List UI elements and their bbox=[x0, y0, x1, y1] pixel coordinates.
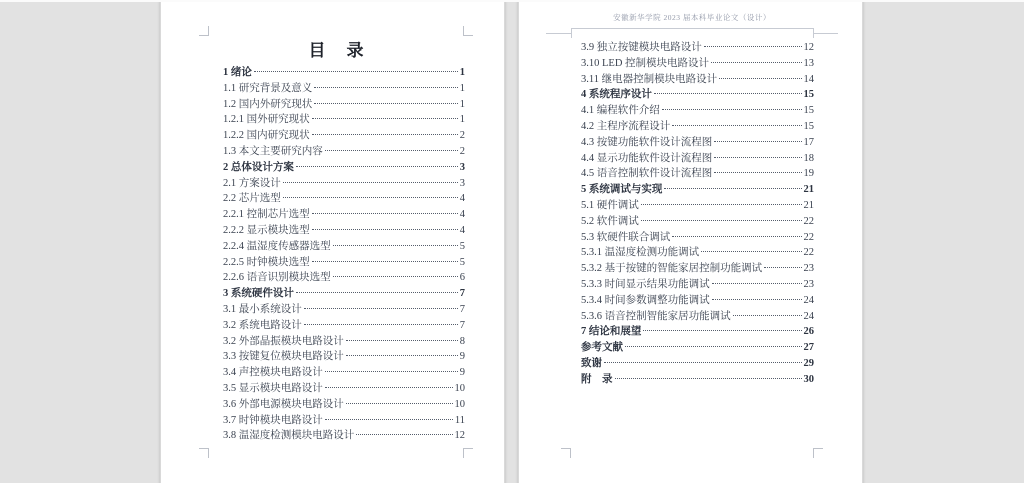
toc-entry-label: 5.3.2 基于按键的智能家居控制功能调试 bbox=[581, 263, 763, 275]
toc-entry[interactable] bbox=[581, 340, 814, 356]
toc-entry[interactable] bbox=[581, 166, 814, 182]
toc-entry-label: 3.11 继电器控制模块电路设计 bbox=[581, 73, 718, 85]
toc-entry[interactable] bbox=[223, 128, 465, 144]
toc-entry[interactable] bbox=[581, 151, 814, 167]
toc-entry-label: 1.2 国内外研究现状 bbox=[223, 98, 313, 110]
toc-entry-label: 2 总体设计方案 bbox=[223, 161, 294, 173]
toc-entry-page-number: 3 bbox=[459, 161, 465, 173]
dot-leader bbox=[625, 346, 802, 347]
toc-entry-page-number: 29 bbox=[803, 357, 814, 369]
toc-entry[interactable] bbox=[581, 135, 814, 151]
dot-leader bbox=[701, 251, 801, 252]
crop-mark-top-left-icon bbox=[546, 33, 571, 34]
toc-entry-page-number: 5 bbox=[459, 256, 465, 268]
toc-entry[interactable] bbox=[223, 223, 465, 239]
toc-entry[interactable] bbox=[223, 97, 465, 113]
dot-leader bbox=[346, 403, 453, 404]
toc-entry[interactable] bbox=[581, 261, 814, 277]
toc-entry-label: 1.2.2 国内研究现状 bbox=[223, 130, 310, 142]
dot-leader bbox=[711, 62, 801, 63]
toc-entry-page-number: 2 bbox=[459, 145, 465, 157]
toc-entry-label: 3.4 声控模块电路设计 bbox=[223, 367, 323, 379]
crop-mark-bottom-right-icon bbox=[463, 448, 473, 458]
toc-entry[interactable] bbox=[223, 176, 465, 192]
crop-mark-top-right-icon bbox=[813, 33, 838, 34]
toc-entry[interactable] bbox=[223, 365, 465, 381]
toc-entry-page-number: 3 bbox=[459, 177, 465, 189]
toc-entry[interactable] bbox=[223, 349, 465, 365]
dot-leader bbox=[296, 292, 458, 293]
page-right bbox=[518, 0, 863, 483]
toc-entry-page-number: 18 bbox=[803, 152, 814, 164]
dot-leader bbox=[712, 283, 802, 284]
toc-entry-page-number: 21 bbox=[803, 199, 814, 211]
dot-leader bbox=[312, 229, 458, 230]
dot-leader bbox=[304, 324, 458, 325]
toc-entry[interactable] bbox=[581, 103, 814, 119]
toc-entry-page-number: 7 bbox=[459, 303, 465, 315]
toc-list-right bbox=[581, 40, 814, 388]
toc-entry-page-number: 2 bbox=[459, 130, 465, 142]
toc-entry-page-number: 7 bbox=[459, 288, 465, 300]
dot-leader bbox=[714, 157, 801, 158]
toc-entry-page-number: 15 bbox=[803, 89, 814, 101]
toc-entry-page-number: 7 bbox=[459, 319, 465, 331]
dot-leader bbox=[333, 245, 458, 246]
dot-leader bbox=[704, 46, 802, 47]
dot-leader bbox=[714, 172, 801, 173]
toc-entry-label: 2.2.6 语音识别模块选型 bbox=[223, 272, 331, 284]
toc-entry-label: 3.10 LED 控制模块电路设计 bbox=[581, 57, 710, 69]
toc-entry[interactable] bbox=[223, 413, 465, 429]
crop-mark-bottom-right-icon bbox=[813, 448, 823, 458]
toc-entry-page-number: 15 bbox=[803, 120, 814, 132]
toc-entry-label: 参考文献 bbox=[581, 342, 623, 354]
dot-leader bbox=[254, 71, 458, 72]
toc-entry-label: 5.3.4 时间参数调整功能调试 bbox=[581, 294, 710, 306]
toc-entry[interactable] bbox=[223, 381, 465, 397]
dot-leader bbox=[283, 182, 458, 183]
toc-entry-label: 3 系统硬件设计 bbox=[223, 288, 294, 300]
toc-entry-page-number: 19 bbox=[803, 168, 814, 180]
toc-entry-label: 3.6 外部电源模块电路设计 bbox=[223, 398, 344, 410]
toc-entry-page-number: 1 bbox=[459, 114, 465, 126]
toc-entry-label: 5 系统调试与实现 bbox=[581, 184, 663, 196]
toc-entry[interactable] bbox=[581, 87, 814, 103]
toc-entry-label: 7 结论和展望 bbox=[581, 326, 642, 338]
toc-entry-label: 3.9 独立按键模块电路设计 bbox=[581, 42, 702, 53]
toc-entry-label: 4 系统程序设计 bbox=[581, 89, 652, 101]
toc-entry-label: 1.1 研究背景及意义 bbox=[223, 82, 313, 94]
toc-entry-page-number: 5 bbox=[459, 240, 465, 252]
toc-entry[interactable] bbox=[223, 318, 465, 334]
toc-entry[interactable] bbox=[581, 40, 814, 56]
toc-entry-page-number: 12 bbox=[803, 42, 814, 53]
toc-entry[interactable] bbox=[223, 239, 465, 255]
toc-entry-page-number: 23 bbox=[803, 278, 814, 290]
toc-entry-label: 2.2 芯片选型 bbox=[223, 193, 281, 205]
dot-leader bbox=[346, 340, 458, 341]
toc-list-left bbox=[223, 65, 465, 444]
dot-leader bbox=[643, 330, 801, 331]
toc-entry[interactable] bbox=[223, 207, 465, 223]
dot-leader bbox=[604, 362, 802, 363]
dot-leader bbox=[654, 93, 802, 94]
toc-entry-label: 1 绪论 bbox=[223, 67, 252, 78]
toc-entry-label: 2.1 方案设计 bbox=[223, 177, 281, 189]
dot-leader bbox=[641, 204, 802, 205]
toc-entry-page-number: 24 bbox=[803, 294, 814, 306]
toc-entry-page-number: 11 bbox=[454, 414, 465, 426]
toc-entry[interactable] bbox=[223, 81, 465, 97]
dot-leader bbox=[764, 267, 801, 268]
toc-entry[interactable] bbox=[223, 65, 465, 81]
dot-leader bbox=[641, 220, 802, 221]
toc-entry-page-number: 13 bbox=[803, 57, 814, 69]
dot-leader bbox=[325, 150, 458, 151]
toc-entry-label: 2.2.4 温湿度传感器选型 bbox=[223, 240, 331, 252]
dot-leader bbox=[664, 188, 801, 189]
toc-entry-page-number: 4 bbox=[459, 193, 465, 205]
toc-entry-label: 4.5 语音控制软件设计流程图 bbox=[581, 168, 713, 180]
toc-entry-label: 5.2 软件调试 bbox=[581, 215, 639, 227]
toc-entry[interactable] bbox=[581, 56, 814, 72]
toc-entry[interactable] bbox=[581, 372, 814, 388]
toc-entry-page-number: 23 bbox=[803, 263, 814, 275]
toc-entry[interactable] bbox=[581, 293, 814, 309]
toc-entry-page-number: 21 bbox=[803, 184, 814, 196]
toc-entry-label: 2.2.5 时钟模块选型 bbox=[223, 256, 310, 268]
toc-entry-page-number: 9 bbox=[459, 351, 465, 363]
dot-leader bbox=[719, 78, 801, 79]
toc-entry[interactable] bbox=[223, 144, 465, 160]
dot-leader bbox=[325, 419, 453, 420]
toc-entry-label: 3.5 显示模块电路设计 bbox=[223, 382, 323, 394]
toc-entry[interactable] bbox=[581, 214, 814, 230]
toc-entry[interactable] bbox=[223, 160, 465, 176]
toc-entry-label: 5.3.3 时间显示结果功能调试 bbox=[581, 278, 710, 290]
toc-entry-page-number: 30 bbox=[803, 373, 814, 385]
toc-entry-label: 4.3 按键功能软件设计流程图 bbox=[581, 136, 713, 148]
toc-entry-label: 5.3.6 语音控制智能家居功能调试 bbox=[581, 310, 731, 322]
toc-entry-page-number: 4 bbox=[459, 209, 465, 221]
toc-entry[interactable] bbox=[581, 277, 814, 293]
crop-mark-top-left-icon bbox=[199, 26, 209, 36]
toc-entry-label: 附 录 bbox=[581, 373, 613, 385]
toc-entry-page-number: 9 bbox=[459, 367, 465, 379]
toc-entry[interactable] bbox=[223, 334, 465, 350]
toc-entry[interactable] bbox=[223, 191, 465, 207]
toc-entry[interactable] bbox=[223, 270, 465, 286]
dot-leader bbox=[314, 103, 458, 104]
toc-entry[interactable] bbox=[581, 182, 814, 198]
dot-leader bbox=[346, 355, 458, 356]
toc-entry-label: 1.3 本文主要研究内容 bbox=[223, 145, 323, 157]
toc-entry[interactable] bbox=[223, 255, 465, 271]
toc-entry[interactable] bbox=[223, 302, 465, 318]
dot-leader bbox=[733, 315, 802, 316]
toc-entry-label: 1.2.1 国外研究现状 bbox=[223, 114, 310, 126]
toc-entry-label: 4.4 显示功能软件设计流程图 bbox=[581, 152, 713, 164]
dot-leader bbox=[304, 308, 458, 309]
toc-entry-label: 2.2.1 控制芯片选型 bbox=[223, 209, 310, 221]
crop-mark-bottom-left-icon bbox=[561, 448, 571, 458]
toc-entry-page-number: 10 bbox=[454, 398, 465, 410]
toc-entry[interactable] bbox=[223, 397, 465, 413]
toc-entry-label: 3.8 温湿度检测模块电路设计 bbox=[223, 430, 355, 442]
dot-leader bbox=[333, 276, 458, 277]
dot-leader bbox=[314, 87, 458, 88]
dot-leader bbox=[662, 109, 802, 110]
toc-entry-label: 3.1 最小系统设计 bbox=[223, 303, 302, 315]
dot-leader bbox=[672, 125, 801, 126]
toc-entry-label: 4.1 编程软件介绍 bbox=[581, 105, 660, 117]
header-rule bbox=[571, 28, 813, 29]
toc-entry-label: 致谢 bbox=[581, 357, 602, 369]
toc-entry-page-number: 1 bbox=[459, 82, 465, 94]
dot-leader bbox=[615, 378, 802, 379]
dot-leader bbox=[712, 299, 802, 300]
toc-entry[interactable] bbox=[223, 428, 465, 444]
toc-entry[interactable] bbox=[581, 230, 814, 246]
toc-entry-label: 3.2 系统电路设计 bbox=[223, 319, 302, 331]
toc-entry-page-number: 27 bbox=[803, 342, 814, 354]
toc-entry-label: 4.2 主程序流程设计 bbox=[581, 120, 671, 132]
toc-entry-page-number: 8 bbox=[459, 335, 465, 347]
toc-entry-label: 5.1 硬件调试 bbox=[581, 199, 639, 211]
toc-entry-label: 2.2.2 显示模块选型 bbox=[223, 224, 310, 236]
dot-leader bbox=[312, 118, 458, 119]
toc-entry-page-number: 12 bbox=[454, 430, 465, 442]
page-left bbox=[160, 0, 505, 483]
toc-entry-page-number: 4 bbox=[459, 224, 465, 236]
toc-entry-label: 5.3.1 温湿度检测功能调试 bbox=[581, 247, 700, 259]
toc-entry-label: 3.7 时钟模块电路设计 bbox=[223, 414, 323, 426]
toc-entry[interactable] bbox=[223, 112, 465, 128]
dot-leader bbox=[312, 134, 458, 135]
toc-entry-page-number: 26 bbox=[803, 326, 814, 338]
toc-entry-page-number: 17 bbox=[803, 136, 814, 148]
crop-mark-bottom-left-icon bbox=[199, 448, 209, 458]
dot-leader bbox=[325, 371, 458, 372]
toc-entry-page-number: 10 bbox=[454, 382, 465, 394]
toc-entry[interactable] bbox=[581, 245, 814, 261]
toc-entry[interactable] bbox=[581, 324, 814, 340]
dot-leader bbox=[356, 434, 452, 435]
toc-entry[interactable] bbox=[581, 356, 814, 372]
dot-leader bbox=[325, 387, 453, 388]
toc-entry-page-number: 1 bbox=[459, 67, 465, 78]
dot-leader bbox=[672, 236, 801, 237]
dot-leader bbox=[296, 166, 458, 167]
toc-entry-label: 3.3 按键复位模块电路设计 bbox=[223, 351, 344, 363]
toc-entry[interactable] bbox=[581, 119, 814, 135]
toc-entry[interactable] bbox=[581, 198, 814, 214]
toc-entry-page-number: 22 bbox=[803, 231, 814, 243]
toc-entry-label: 3.2 外部晶振模块电路设计 bbox=[223, 335, 344, 347]
toc-title: 目 录 bbox=[308, 41, 366, 60]
dot-leader bbox=[283, 197, 458, 198]
crop-mark-top-right-icon bbox=[463, 26, 473, 36]
dot-leader bbox=[312, 261, 458, 262]
toc-entry-page-number: 22 bbox=[803, 247, 814, 259]
toc-entry-page-number: 24 bbox=[803, 310, 814, 322]
toc-entry-page-number: 14 bbox=[803, 73, 814, 85]
viewport-top-edge bbox=[0, 0, 1024, 2]
dot-leader bbox=[312, 213, 458, 214]
toc-entry[interactable] bbox=[581, 72, 814, 88]
toc-entry[interactable] bbox=[223, 286, 465, 302]
header-rule-tick-left bbox=[571, 28, 572, 38]
toc-entry-label: 5.3 软硬件联合调试 bbox=[581, 231, 671, 243]
page-header-text: 安徽新华学院 2023 届本科毕业论文（设计） bbox=[613, 13, 771, 22]
toc-entry-page-number: 1 bbox=[459, 98, 465, 110]
toc-entry[interactable] bbox=[581, 309, 814, 325]
toc-entry-page-number: 22 bbox=[803, 215, 814, 227]
toc-entry-page-number: 6 bbox=[459, 272, 465, 284]
dot-leader bbox=[714, 141, 801, 142]
toc-entry-page-number: 15 bbox=[803, 105, 814, 117]
